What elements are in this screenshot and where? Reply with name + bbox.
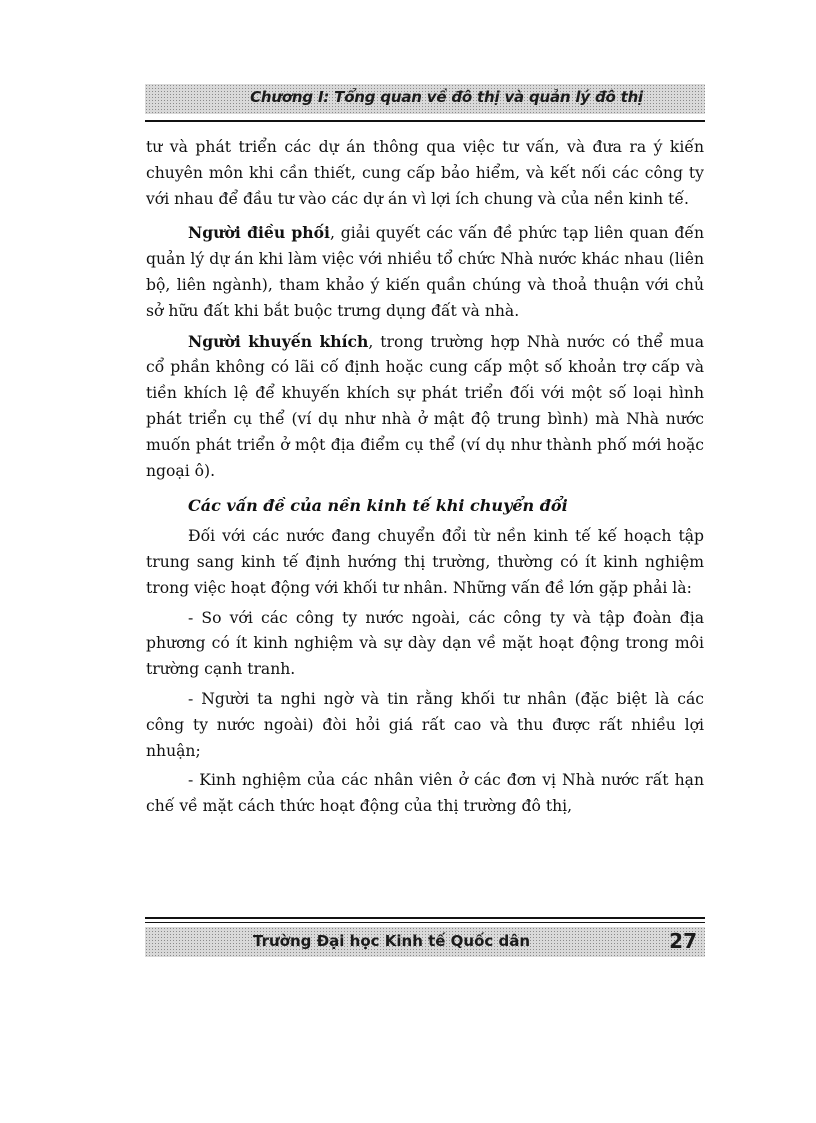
paragraph-continuation: tư và phát triển các dự án thông qua việc tư vấn, và đưa ra ý kiến chuyên môn khi cần thiết, cung cấp bảo hiểm, và kết nối các công ty với nhau để đầu tư vào các dự án vì lợi ích chung và của nền kinh tế. <box>146 138 704 208</box>
paragraph-intro: Đối với các nước đang chuyển đổi từ nền kinh tế kế hoạch tập trung sang kinh tế định hướng thị trường, thường có ít kinh nghiệm trong việc hoạt động với khối tư nhân. Những vấn đề lớn gặp phải là: <box>146 527 704 597</box>
paragraph-encourager <box>146 329 704 485</box>
section-heading: Các vấn đề của nền kinh tế khi chuyển đổi <box>188 496 568 516</box>
footer-rule <box>145 917 705 919</box>
list-item: - Người ta nghi ngờ và tin rằng khối tư nhân (đặc biệt là các công ty nước ngoài) đòi hỏi giá rất cao và thu được rất nhiều lợi nhuận; <box>146 689 704 760</box>
institution-name: Trường Đại học Kinh tế Quốc dân <box>253 932 531 950</box>
coordinator-text: , giải quyết các vấn đề phức tạp liên quan đến quản lý dự án khi làm việc với nhiều tổ chức Nhà nước khác nhau (liên bộ, liên ngành), tham khảo ý kiến quần chúng và thoả thuận với chủ sở hữu đất khi bắt buộc trưng dụng đất và nhà. <box>146 224 704 320</box>
term-coordinator: Người điều phối <box>188 223 330 243</box>
encourager-text: , trong trường hợp Nhà nước có thể mua cổ phần không có lãi cố định hoặc cung cấp một số khoản trợ cấp và tiền khích lệ để khuyến khích sự phát triển đối với một số loại hình phát triển cụ thể (ví dụ như nhà ở mật độ trung bình) mà Nhà nước muốn phát triển ở một địa điểm cụ thể (ví dụ như thành phố mới hoặc ngoại ô). <box>146 332 705 480</box>
paragraph-coordinator <box>146 220 704 324</box>
chapter-title: Chương I: Tổng quan về đô thị và quản lý đô thị <box>250 88 643 106</box>
running-header <box>145 84 705 114</box>
list-item: - Kinh nghiệm của các nhân viên ở các đơn vị Nhà nước rất hạn chế về mặt cách thức hoạt động của thị trường đô thị, <box>146 771 704 816</box>
page-body <box>146 135 704 820</box>
footer-rule-thin <box>145 922 705 923</box>
list-item: - So với các công ty nước ngoài, các công ty và tập đoàn địa phương có ít kinh nghiệm và sự dày dạn về mặt hoạt động trong môi trường cạnh tranh. <box>146 608 704 679</box>
header-rule <box>145 120 705 122</box>
term-encourager: Người khuyến khích <box>188 331 369 351</box>
running-footer <box>145 927 705 957</box>
page-number: 27 <box>669 929 697 953</box>
